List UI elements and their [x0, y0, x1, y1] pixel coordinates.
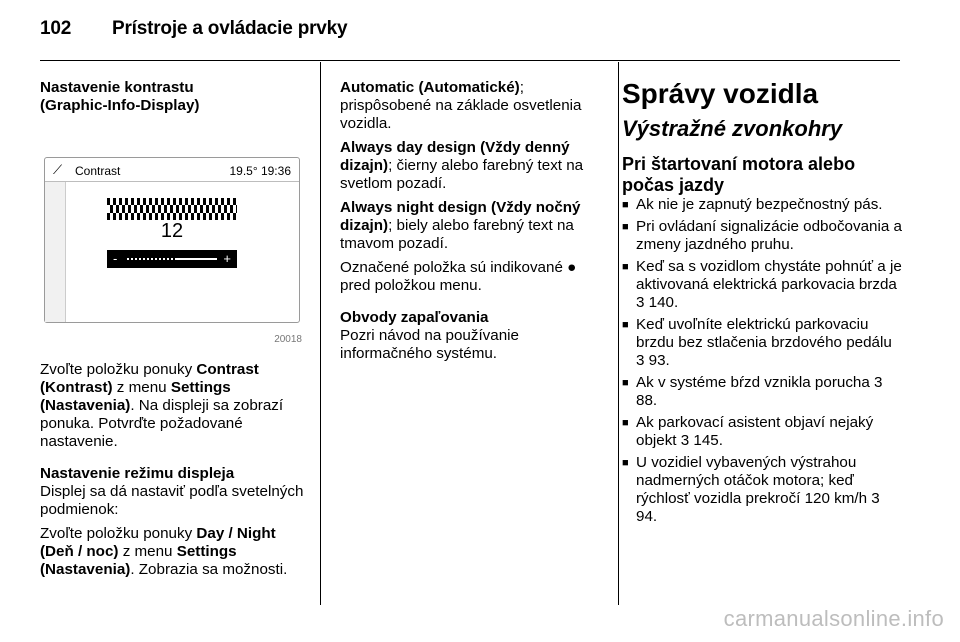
list-item: ■ Ak v systéme bŕzd vznikla porucha 3 88.: [622, 374, 904, 410]
display-topbar: [45, 158, 299, 180]
column-1: [40, 79, 310, 579]
list-item: ■ U vozidiel vybavených výstrahou nadmerných otáčok motora; keď rýchlosť vozidla prekročí 120 km/h 3 94.: [622, 454, 904, 526]
slider-track: [127, 258, 217, 260]
option-note: Označené položka sú indikované ● pred položkou menu.: [340, 259, 577, 294]
list-item: ■ Keď uvoľníte elektrickú parkovaciu brzdu bez stlačenia brzdového pedálu 3 93.: [622, 316, 904, 370]
road-icon: ⟋: [53, 162, 63, 177]
subsection-title: Pri štartovaní motora alebo počas jazdy: [622, 154, 856, 195]
option-always-day: Always day design (Vždy denný dizajn); čierny alebo farebný text na svetlom pozadí.: [340, 139, 584, 192]
watermark: carmanualsonline.info: [723, 606, 944, 631]
option-always-night: Always night design (Vždy nočný dizajn); biely alebo farebný text na tmavom pozadí.: [340, 199, 581, 252]
display-title: Contrast: [75, 164, 121, 178]
contrast-instructions: Zvoľte položku ponuky Contrast (Kontrast) z menu Settings (Nastavenia). Na displeji sa zobrazí ponuka. Potvrďte požadované nastavenie.: [40, 361, 284, 450]
display-temp-time: 19.5° 19:36: [229, 164, 291, 178]
display-divider: [45, 181, 299, 182]
header-rule: [40, 60, 900, 61]
display-mode-intro: Displej sa dá nastaviť podľa svetelných podmienok:: [40, 483, 304, 518]
page-number: 102: [40, 18, 72, 39]
list-item: ■ Ak parkovací asistent objaví nejaký objekt 3 145.: [622, 414, 904, 450]
contrast-slider: [107, 250, 237, 268]
page-title: Prístroje a ovládacie prvky: [112, 18, 348, 39]
display-mode-instructions: Zvoľte položku ponuky Day / Night (Deň / noc) z menu Settings (Nastavenia). Zobrazia sa možnosti.: [40, 525, 288, 578]
contrast-test-pattern: [107, 198, 237, 220]
ignition-text: Pozri návod na používanie informačného systému.: [340, 327, 519, 362]
display-left-panel: [45, 182, 66, 322]
section-heading-ignition: Obvody zapaľovania: [340, 309, 489, 326]
section-title: Výstražné zvonkohry: [622, 116, 843, 141]
section-heading-display-mode: Nastavenie režimu displeja: [40, 465, 235, 482]
contrast-value: 12: [160, 220, 184, 242]
column-3: [622, 78, 904, 530]
contrast-display-figure: [40, 137, 302, 349]
list-item: ■ Ak nie je zapnutý bezpečnostný pás.: [622, 196, 904, 214]
section-heading-contrast-sub: (Graphic-Info-Display): [40, 97, 200, 114]
column-divider-1: [320, 62, 321, 605]
display-screen: [44, 157, 300, 323]
figure-code: 20018: [274, 334, 302, 345]
list-item: ■ Keď sa s vozidlom chystáte pohnúť a je aktivovaná elektrická parkovacia brzda 3 140.: [622, 258, 904, 312]
list-item: ■ Pri ovládaní signalizácie odbočovania a zmeny jazdného pruhu.: [622, 218, 904, 254]
option-automatic: Automatic (Automatické); prispôsobené na základe osvetlenia vozidla.: [340, 79, 582, 132]
plus-icon: +: [223, 251, 231, 266]
minus-icon: -: [113, 251, 118, 266]
column-2: [340, 79, 610, 363]
page-header: [40, 18, 347, 40]
section-heading-contrast: Nastavenie kontrastu: [40, 79, 194, 96]
chapter-title: Správy vozidla: [622, 78, 819, 109]
slider-fill: [177, 258, 218, 260]
chime-list: [622, 196, 904, 526]
column-divider-2: [618, 62, 619, 605]
